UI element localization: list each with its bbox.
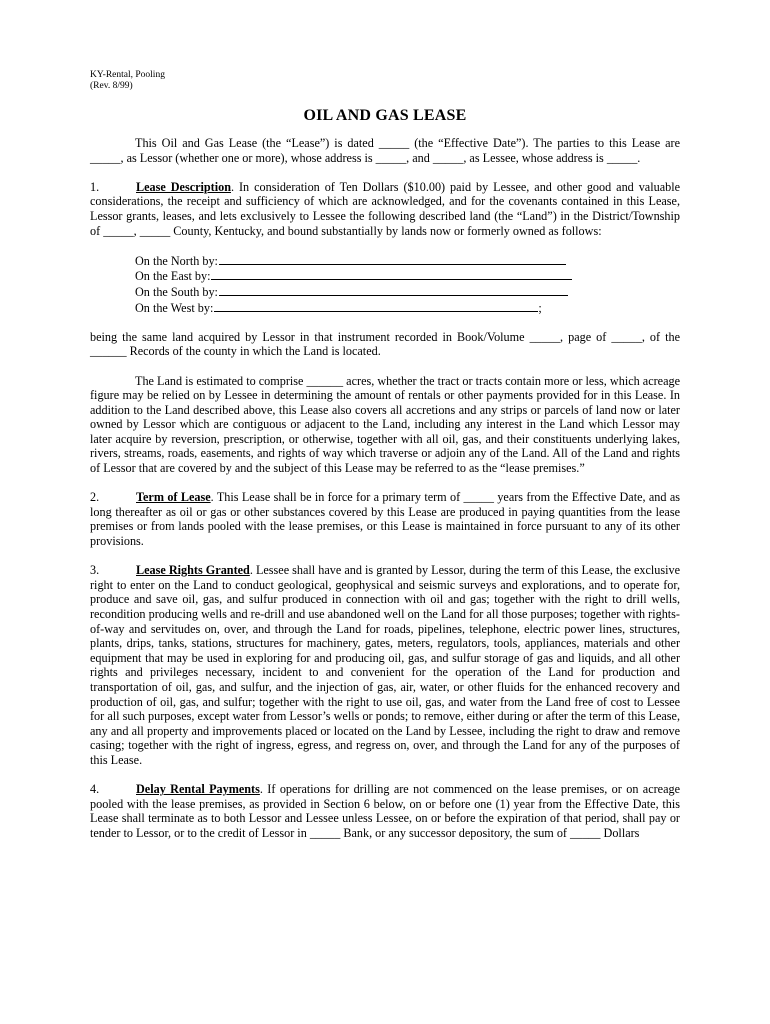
acreage-paragraph: The Land is estimated to comprise ______ acres, whether the tract or tracts contain more or less, which acreage figure may be relied on by Lessee in determining the amount of rentals or other payments provided for in this Lease. In addition to the Land described above, this Lease also covers all accretions and any strips or parcels of land now or later owned by Lessor which are contiguous or adjacent to the Land, including any interest in the Land which Lessor may later acquire by reversion, prescription, or otherwise, together with all oil, gas, and their constituents underlying lakes, rivers, streams, roads, easements, and rights of way which traverse or adjoin any of the Land. All of the Land and rights of Lessor that are covered by and the subject of this Lease may be referred to as the “lease premises.”: [90, 373, 680, 476]
section-text: . This Lease shall be in force for a primary term of _____ years from the Effective Date, and as long thereafter as oil or gas or other substances covered by this Lease are produced in paying quantities from the lease premises or from lands pooled with the lease premises, or this Lease is maintained in force pursuant to any of its other provisions.: [90, 490, 680, 549]
boundary-label: On the North by:: [135, 253, 218, 268]
section-heading: Lease Description: [136, 179, 231, 194]
boundary-terminator: ;: [538, 300, 542, 315]
recording-paragraph: being the same land acquired by Lessor in that instrument recorded in Book/Volume _____, page of _____, of the ______ Records of the county in which the Land is located.: [90, 329, 680, 359]
section-number: 4.: [90, 782, 100, 797]
form-identifier: [90, 70, 165, 92]
section-text: . If operations for drilling are not commenced on the lease premises, or on acreage pooled with the lease premises, as provided in Section 6 below, on or before one (1) year from the Effective Date, this Lease shall terminate as to both Lessor and Lessee unless Lessee, on or before the expiration of that period, shall pay or tender to Lessor, or to the credit of Lessor in _____ Bank, or any successor depository, the sum of _____ Dollars: [90, 782, 681, 840]
boundary-label: On the South by:: [135, 284, 218, 299]
boundary-north: [135, 253, 680, 269]
section-number: 2.: [90, 490, 100, 505]
section-number: 3.: [90, 563, 100, 578]
blank-line: [219, 284, 568, 296]
section-4-paragraph: [90, 782, 680, 840]
section-1-paragraph: [90, 180, 680, 238]
blank-line: [219, 253, 566, 265]
section-number: 1.: [90, 179, 100, 194]
section-heading: Delay Rental Payments: [136, 782, 260, 797]
section-heading: Lease Rights Granted: [136, 563, 250, 578]
form-revision: (Rev. 8/99): [90, 81, 133, 91]
blank-line: [211, 268, 572, 280]
section-text: . Lessee shall have and is granted by Lessor, during the term of this Lease, the exclusive right to enter on the Land to conduct geological, geophysical and seismic surveys and explorations, and to operate for, produce and save oil, gas, and sulfur produced in connection with oil and gas; together with the right to drill wells, recondition producing wells and re-drill and use abandoned well on the Land for all those purposes; together with rights-of-way and servitudes on, over, and through the Land for roads, pipelines, telephone, electric power lines, structures, plants, drips, tanks, stations, structures for machinery, gates, meters, regulators, tools, appliances, materials and other equipment that may be used in exploring for and producing oil, gas, and sulfur storage of gas and liquids, and all other rights and privileges necessary, incident to and convenient for the operation of the Land for production and transportation of oil, gas, and sulfur, and the injection of gas, air, water, or other fluids for the enhanced recovery and production of oil, gas, and sulfur; together with the right to use oil, gas, and water from the Land free of cost to Lessee for all such purposes, except water from Lessor’s wells or ponds; to remove, either during or after the term of this Lease, any and all property and improvements placed or located on the Land by Lessee, including the right to draw and remove casing; together with the right of ingress, egress, and regress on, over, and through the Land for any of the purposes of this Lease.: [90, 563, 680, 767]
section-2-paragraph: [90, 490, 680, 548]
section-text: . In consideration of Ten Dollars ($10.00) paid by Lessee, and other good and valuable considerations, the receipt and sufficiency of which are acknowledged, and for the covenants contained in this Lease, Lessor grants, leases, and lets exclusively to Lessee the following described land (the “Land”) in the District/Township of _____, _____ County, Kentucky, and bound substantially by lands now or formerly owned as follows:: [90, 179, 680, 238]
boundary-east: [135, 268, 680, 284]
intro-paragraph: This Oil and Gas Lease (the “Lease”) is dated _____ (the “Effective Date”). The parties to this Lease are _____, as Lessor (whether one or more), whose address is _____, and _____, as Lessee, whose address is _____.: [90, 136, 680, 165]
section-3-paragraph: [90, 563, 680, 767]
boundary-label: On the West by:: [135, 300, 214, 315]
section-heading: Term of Lease: [136, 490, 211, 505]
boundary-south: [135, 284, 680, 300]
boundary-list: [135, 253, 680, 315]
document-title: OIL AND GAS LEASE: [303, 107, 467, 124]
form-code: KY-Rental, Pooling: [90, 70, 165, 80]
blank-line: [214, 300, 538, 312]
boundary-west: [135, 300, 680, 316]
boundary-label: On the East by:: [135, 269, 211, 284]
document-body: [90, 136, 680, 855]
